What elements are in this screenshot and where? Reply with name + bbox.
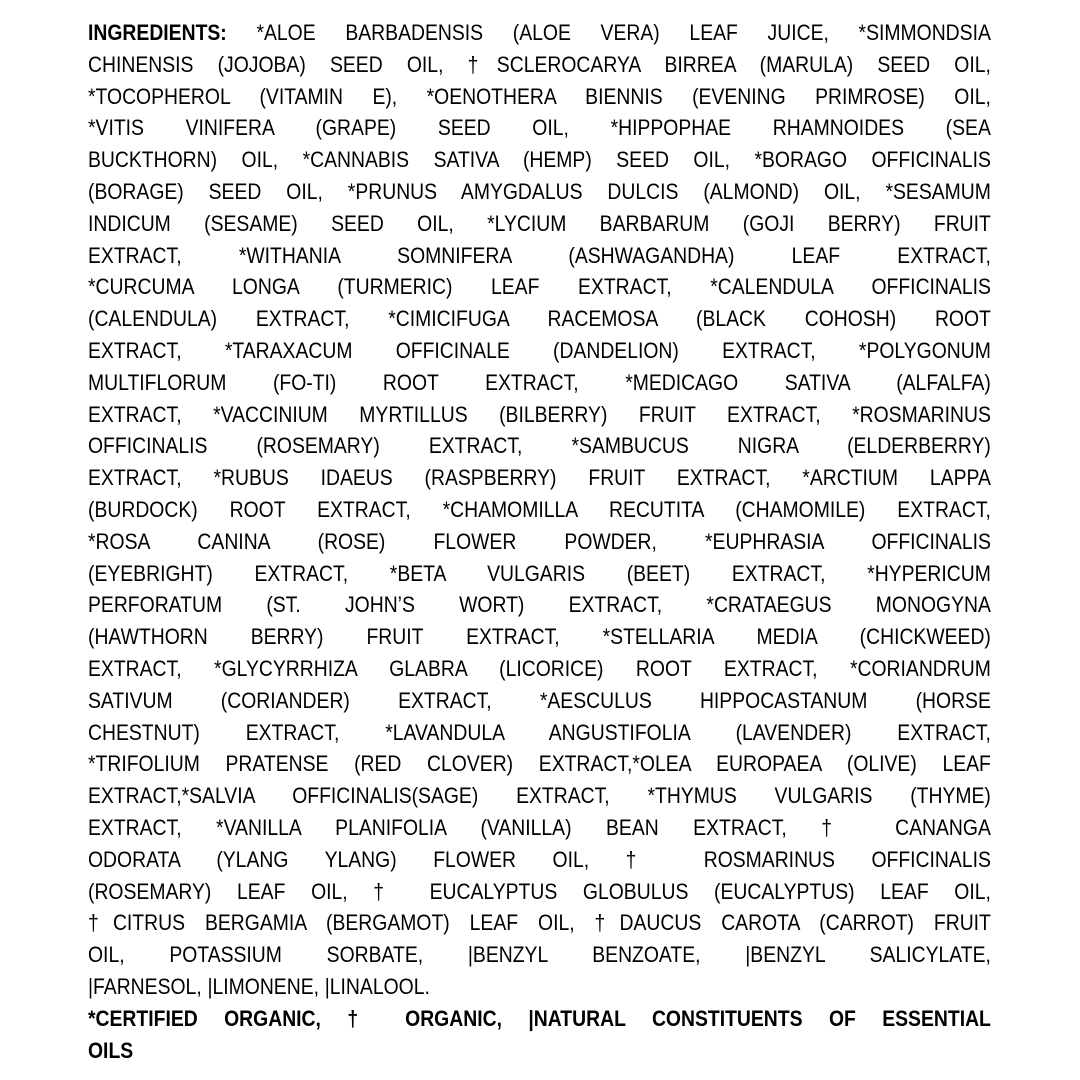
ingredients-line: EXTRACT, *VACCINIUM MYRTILLUS (BILBERRY) FRUIT EXTRACT, *ROSMARINUS — [88, 401, 991, 427]
ingredients-line: CHINENSIS (JOJOBA) SEED OIL, †SCLEROCARYA BIRREA (MARULA) SEED OIL, — [88, 51, 991, 77]
ingredients-line: SATIVUM (CORIANDER) EXTRACT, *AESCULUS HIPPOCASTANUM (HORSE — [88, 687, 991, 713]
ingredients-line: (ROSEMARY) LEAF OIL, † EUCALYPTUS GLOBULUS (EUCALYPTUS) LEAF OIL, — [88, 878, 991, 904]
ingredients-line: (EYEBRIGHT) EXTRACT, *BETA VULGARIS (BEET) EXTRACT, *HYPERICUM — [88, 560, 991, 586]
ingredients-line: INDICUM (SESAME) SEED OIL, *LYCIUM BARBARUM (GOJI BERRY) FRUIT — [88, 210, 991, 236]
ingredients-line: ODORATA (YLANG YLANG) FLOWER OIL, † ROSMARINUS OFFICINALIS — [88, 846, 991, 872]
ingredients-line: (BORAGE) SEED OIL, *PRUNUS AMYGDALUS DULCIS (ALMOND) OIL, *SESAMUM — [88, 178, 991, 204]
organic-key-line-1: *CERTIFIED ORGANIC, † ORGANIC, |NATURAL CONSTITUENTS OF ESSENTIAL — [88, 1005, 991, 1031]
ingredients-last-line: |FARNESOL, |LIMONENE, |LINALOOL. — [88, 973, 430, 999]
organic-key-line-2: OILS — [88, 1037, 134, 1063]
ingredients-line: EXTRACT, *VANILLA PLANIFOLIA (VANILLA) BEAN EXTRACT, † CANANGA — [88, 814, 991, 840]
ingredients-line: *ROSA CANINA (ROSE) FLOWER POWDER, *EUPHRASIA OFFICINALIS — [88, 528, 991, 554]
ingredients-line: MULTIFLORUM (FO-TI) ROOT EXTRACT, *MEDICAGO SATIVA (ALFALFA) — [88, 369, 991, 395]
ingredients-line: EXTRACT,*SALVIA OFFICINALIS(SAGE) EXTRACT, *THYMUS VULGARIS (THYME) — [88, 783, 991, 809]
ingredients-line: *TRIFOLIUM PRATENSE (RED CLOVER) EXTRACT,*OLEA EUROPAEA (OLIVE) LEAF — [88, 751, 991, 777]
ingredients-line: *TOCOPHEROL (VITAMIN E), *OENOTHERA BIENNIS (EVENING PRIMROSE) OIL, — [88, 83, 991, 109]
ingredients-first-line — [88, 17, 991, 49]
ingredients-line: †CITRUS BERGAMIA (BERGAMOT) LEAF OIL, †DAUCUS CAROTA (CARROT) FRUIT — [88, 910, 991, 936]
ingredients-body-lines — [88, 49, 991, 971]
ingredients-line: EXTRACT, *WITHANIA SOMNIFERA (ASHWAGANDHA) LEAF EXTRACT, — [88, 242, 991, 268]
ingredients-line: (BURDOCK) ROOT EXTRACT, *CHAMOMILLA RECUTITA (CHAMOMILE) EXTRACT, — [88, 496, 991, 522]
ingredients-label-panel — [88, 17, 991, 1066]
ingredients-line: OIL, POTASSIUM SORBATE, |BENZYL BENZOATE, |BENZYL SALICYLATE, — [88, 942, 991, 968]
ingredients-line: EXTRACT, *TARAXACUM OFFICINALE (DANDELION) EXTRACT, *POLYGONUM — [88, 337, 991, 363]
ingredients-line: CHESTNUT) EXTRACT, *LAVANDULA ANGUSTIFOLIA (LAVENDER) EXTRACT, — [88, 719, 991, 745]
ingredients-line: (CALENDULA) EXTRACT, *CIMICIFUGA RACEMOSA (BLACK COHOSH) ROOT — [88, 306, 991, 332]
ingredients-line: OFFICINALIS (ROSEMARY) EXTRACT, *SAMBUCUS NIGRA (ELDERBERRY) — [88, 433, 991, 459]
ingredients-line: *CURCUMA LONGA (TURMERIC) LEAF EXTRACT, *CALENDULA OFFICINALIS — [88, 274, 991, 300]
ingredients-line: EXTRACT, *GLYCYRRHIZA GLABRA (LICORICE) ROOT EXTRACT, *CORIANDRUM — [88, 655, 991, 681]
ingredients-heading: INGREDIENTS: — [88, 20, 227, 45]
ingredients-line: (HAWTHORN BERRY) FRUIT EXTRACT, *STELLARIA MEDIA (CHICKWEED) — [88, 624, 991, 650]
ingredients-line: EXTRACT, *RUBUS IDAEUS (RASPBERRY) FRUIT EXTRACT, *ARCTIUM LAPPA — [88, 465, 991, 491]
ingredients-line: BUCKTHORN) OIL, *CANNABIS SATIVA (HEMP) SEED OIL, *BORAGO OFFICINALIS — [88, 147, 991, 173]
ingredients-line: PERFORATUM (ST. JOHN’S WORT) EXTRACT, *CRATAEGUS MONOGYNA — [88, 592, 991, 618]
ingredients-line: *VITIS VINIFERA (GRAPE) SEED OIL, *HIPPOPHAE RHAMNOIDES (SEA — [88, 115, 991, 141]
ingredients-first-line-text: *ALOE BARBADENSIS (ALOE VERA) LEAF JUICE, *SIMMONDSIA — [256, 20, 991, 45]
